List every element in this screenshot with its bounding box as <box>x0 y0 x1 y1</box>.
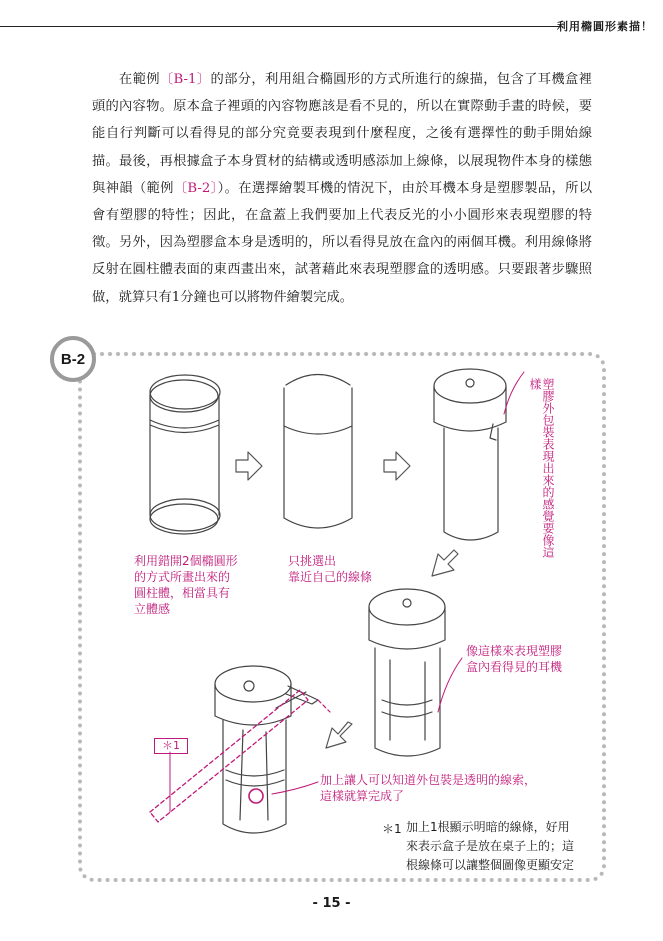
arrow-down-left-icon <box>326 722 352 748</box>
asterisk-label: ＊1 <box>154 738 188 754</box>
caption-step4: 像這樣來表現塑膠 盒內看得見的耳機 <box>466 644 563 674</box>
body-text-part1: 在範例 <box>118 72 160 87</box>
body-text-part3: ）。在選擇繪製耳機的情況下，由於耳機本身是塑膠製品，所以會有塑膠的特性；因此，在盒蓋上我們要加上代表反光的小小圓形來表現塑膠的特徵。另外，因為塑膠盒本身是透明的，所以看得見放在盒內的兩個耳機。利用線條將反射在圓柱體表面的東西畫出來，試著藉此來表現塑膠盒的透明感。只要跟著步驟照做，就算只有1分鐘也可以將物件繪製完成。 <box>92 180 592 305</box>
cylinder-step1 <box>150 375 220 534</box>
footnote-text: 加上1根顯示明暗的線條，好用 來表示盒子是放在桌子上的；這 根線條可以讓整個圖像更顯安定 <box>406 820 575 872</box>
page-number: - 15 - <box>312 896 351 911</box>
cylinder-step2 <box>284 375 352 529</box>
caption-step2: 只挑選出 靠近自己的線條 <box>288 554 373 584</box>
caption-step5: 加上讓人可以知道外包裝是透明的線索， 這樣就算完成了 <box>320 773 537 803</box>
ref-b1: 〔B-1〕 <box>159 72 211 87</box>
arrow-down-left-icon <box>432 550 458 576</box>
cylinder-step3 <box>434 369 506 540</box>
caption-step3: 塑膠外包裝表現出來的感覺要像這樣 <box>528 378 555 558</box>
chapter-title: 利用橢圓形素描！ <box>557 20 653 33</box>
caption-step1: 利用錯開2個橢圓形 的方式所畫出來的 圓柱體，相當具有 立體感 <box>134 554 238 616</box>
footnote-mark: ＊1 <box>382 822 402 836</box>
cylinder-step4 <box>369 589 445 756</box>
arrow-right-icon <box>384 452 410 480</box>
ref-b2: 〔B-2〕 <box>173 180 218 196</box>
body-text-part2: 的部分，利用組合橢圓形的方式所進行的線描，包含了耳機盒裡頭的內容物。原本盒子裡頭的內容物應該是看不見的，所以在實際動手畫的時候，要能自行判斷可以看得見的部分究竟要表現到什麼程度，之後有選擇性的動手開始線描。最後，再根據盒子本身質材的結構或透明感添加上線條，以展現物件本身的樣態與神韻（範例 <box>92 72 592 196</box>
figure-badge: B-2 <box>50 336 96 382</box>
arrow-right-icon <box>236 452 262 480</box>
